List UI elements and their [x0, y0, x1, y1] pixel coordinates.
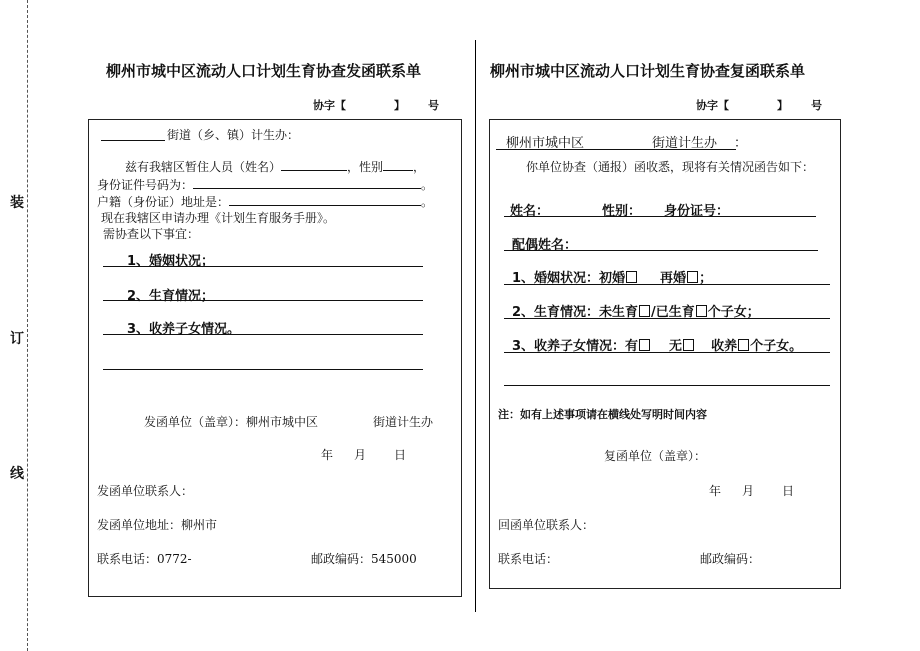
left-sender-street: 街道计生办	[373, 415, 434, 429]
left-intro1: 兹有我辖区暂住人员（姓名）	[125, 160, 282, 174]
left-address-period: 。	[421, 195, 434, 209]
right-ref-close: 】	[777, 99, 788, 112]
right-date-day: 日	[782, 484, 795, 498]
left-intro1b: ，性别	[347, 160, 384, 174]
right-title: 柳州市城中区流动人口计划生育协查复函联系单	[490, 62, 806, 80]
left-sender-unit: 发函单位（盖章）：柳州市城中区	[144, 415, 319, 429]
binding-char-xian: 线	[10, 466, 24, 482]
binding-line	[27, 0, 28, 651]
left-id-label: 身份证件号码为：	[97, 178, 194, 192]
right-spouse-label: 配偶姓名：	[512, 238, 578, 253]
right-ref-num: 号	[811, 99, 822, 112]
binding-char-ding: 订	[10, 331, 24, 347]
right-contact: 回函单位联系人：	[498, 518, 595, 532]
left-date-year: 年	[321, 448, 334, 462]
right-intro: 你单位协查（通报）函收悉，现将有关情况函告如下：	[526, 160, 815, 174]
right-marriage-re: 再婚	[660, 271, 687, 286]
left-item-line-3[interactable]	[103, 334, 423, 335]
left-item-line-4[interactable]	[103, 369, 423, 370]
right-date-month: 月	[742, 484, 755, 498]
left-id-line	[97, 176, 433, 193]
right-gender-label: 性别：	[602, 204, 642, 219]
left-title: 柳州市城中区流动人口计划生育协查发函联系单	[106, 62, 422, 80]
right-ref-label: 协字【	[696, 99, 729, 112]
left-intro1c: ，	[413, 160, 426, 174]
left-ref-num: 号	[428, 99, 439, 112]
no-birth-checkbox[interactable]	[639, 305, 650, 317]
right-addressee-district: 柳州市城中区	[506, 136, 585, 151]
right-adopt-no: 无	[669, 339, 683, 354]
right-addressee-line	[496, 149, 736, 150]
right-postcode: 邮政编码：	[700, 552, 761, 566]
birth-count-box[interactable]	[696, 305, 707, 317]
left-id-period: 。	[421, 178, 434, 192]
left-address: 发函单位地址：柳州市	[97, 518, 218, 532]
binding-char-zhuang: 装	[10, 195, 24, 211]
right-name-label: 姓名：	[510, 204, 550, 219]
right-date-year: 年	[709, 484, 722, 498]
left-item-line-2[interactable]	[103, 300, 423, 301]
right-birth-label: 2、生育情况：未生育	[512, 305, 639, 320]
right-marriage-end: ；	[699, 271, 713, 286]
first-marriage-checkbox[interactable]	[626, 271, 637, 283]
left-item-line-1[interactable]	[103, 266, 423, 267]
right-adopt-label: 3、收养子女情况：有	[512, 339, 639, 354]
left-postcode: 邮政编码：545000	[311, 552, 417, 566]
right-note: 注：如有上述事项请在横线处写明时间内容	[498, 408, 707, 421]
left-id-blank[interactable]	[193, 176, 421, 189]
adopt-yes-checkbox[interactable]	[639, 339, 650, 351]
left-address-label: 户籍（身份证）地址是：	[97, 195, 230, 209]
left-form-box	[88, 119, 462, 597]
right-name-line[interactable]	[504, 216, 816, 217]
left-address-blank[interactable]	[229, 193, 421, 206]
right-reply-unit: 复函单位（盖章）：	[604, 449, 707, 463]
right-form-box	[489, 119, 841, 589]
right-id-label: 身份证号：	[664, 204, 730, 219]
right-birth-end: 个子女；	[707, 305, 760, 320]
left-intro-line	[125, 158, 425, 175]
right-adopt-mid: 收养	[711, 339, 738, 354]
left-item-birth: 2、生育情况；	[127, 289, 215, 304]
left-name-blank[interactable]	[281, 158, 347, 171]
left-apply-line: 现在我辖区申请办理《计划生育服务手册》。	[101, 211, 336, 225]
left-date-day: 日	[394, 448, 407, 462]
right-addressee-office: 街道计生办	[652, 136, 718, 151]
right-adopt-line[interactable]	[504, 352, 830, 353]
left-address-line	[97, 193, 433, 210]
right-marriage-line[interactable]	[504, 284, 830, 285]
right-birth-mid: /已生育	[651, 305, 695, 320]
right-birth-line[interactable]	[504, 318, 830, 319]
adopt-count-box[interactable]	[738, 339, 749, 351]
remarriage-checkbox[interactable]	[687, 271, 698, 283]
left-phone: 联系电话：0772-	[97, 552, 192, 566]
right-extra-line[interactable]	[504, 385, 830, 386]
left-dept-suffix: 街道（乡、镇）计生办：	[167, 128, 300, 142]
center-divider	[475, 40, 476, 612]
left-contact: 发函单位联系人：	[97, 484, 194, 498]
adopt-no-checkbox[interactable]	[683, 339, 694, 351]
left-date-month: 月	[354, 448, 367, 462]
right-phone: 联系电话：	[498, 552, 559, 566]
left-gender-blank[interactable]	[383, 158, 413, 171]
left-ref-close: 】	[394, 99, 405, 112]
right-spouse-line[interactable]	[504, 250, 818, 251]
right-adopt-end: 个子女。	[750, 339, 803, 354]
left-assist-line: 需协查以下事宜：	[103, 227, 200, 241]
left-item-marriage: 1、婚姻状况；	[127, 254, 215, 269]
left-ref-label: 协字【	[313, 99, 346, 112]
left-item-adopt: 3、收养子女情况。	[127, 322, 241, 337]
right-marriage-label: 1、婚姻状况：初婚	[512, 271, 626, 286]
left-dept-blank[interactable]	[101, 140, 165, 141]
right-addressee-colon: ：	[734, 136, 748, 151]
